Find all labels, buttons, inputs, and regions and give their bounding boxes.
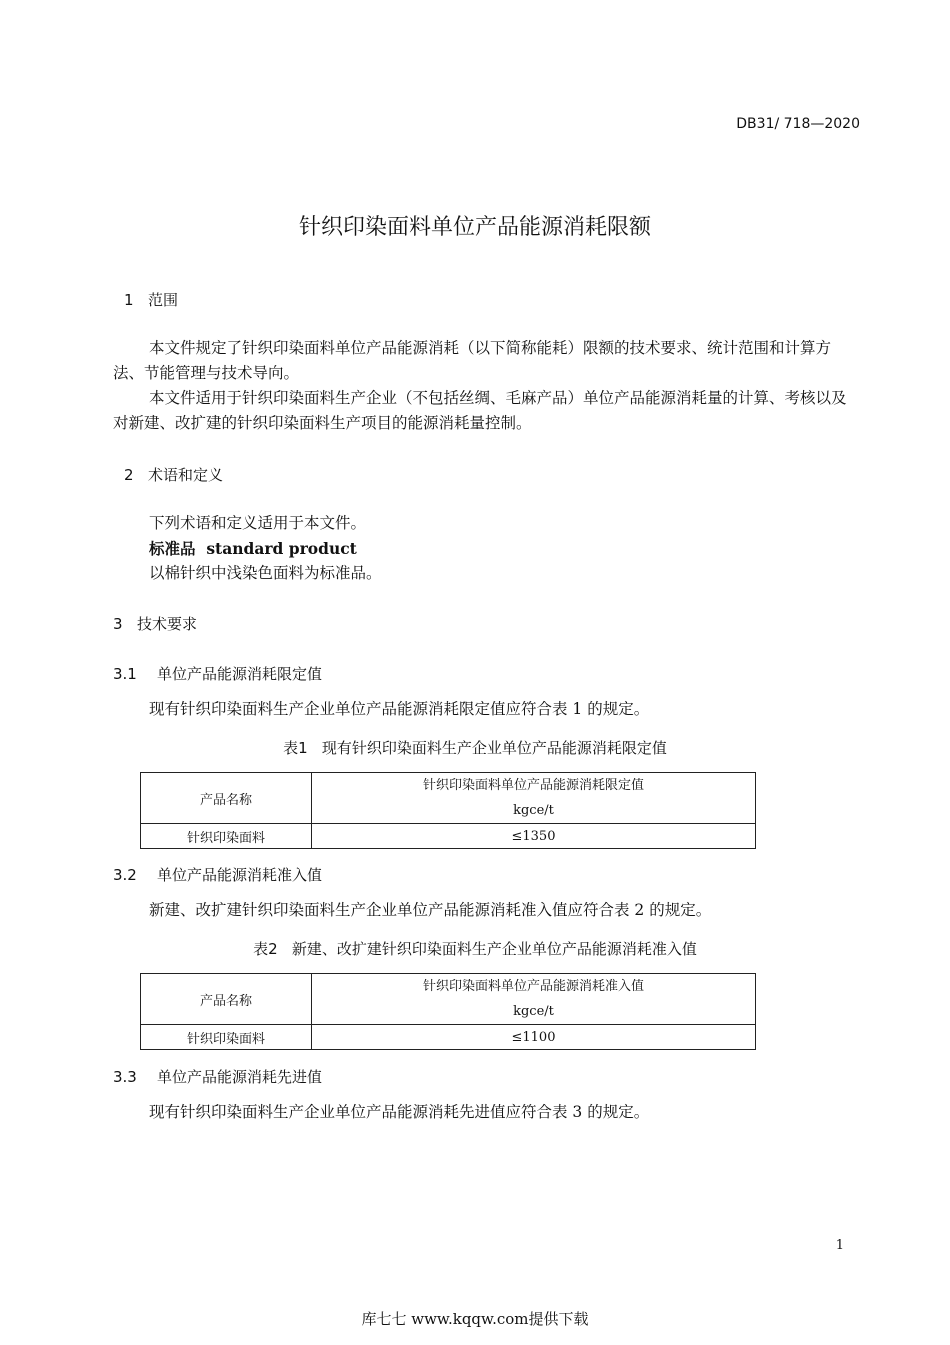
caption-text: 现有针织印染面料生产企业单位产品能源消耗限定值	[321, 739, 667, 757]
header-label: 针织印染面料单位产品能源消耗限定值	[422, 778, 644, 793]
caption-text: 新建、改扩建针织印染面料生产企业单位产品能源消耗准入值	[291, 940, 697, 958]
section-title: 技术要求	[137, 615, 198, 633]
page-number: 1	[835, 1238, 844, 1253]
section-number: 3	[113, 615, 123, 633]
section-3-1-paragraph: 现有针织印染面料生产企业单位产品能源消耗限定值应符合表 1 的规定。	[149, 700, 650, 718]
section-number: 3.2	[113, 866, 137, 884]
section-1-heading	[124, 289, 178, 310]
header-label: 针织印染面料单位产品能源消耗准入值	[422, 979, 644, 994]
table-cell-value: ≤1350	[312, 824, 756, 849]
section-3-2-heading	[113, 864, 322, 885]
section-3-2-paragraph: 新建、改扩建针织印染面料生产企业单位产品能源消耗准入值应符合表 2 的规定。	[149, 901, 712, 919]
table-header-product: 产品名称	[141, 974, 312, 1025]
table-header-value	[312, 773, 756, 824]
caption-number: 表1	[283, 739, 308, 757]
footer-download-note: 库七七 www.kqqw.com提供下载	[361, 1310, 589, 1328]
section-title: 术语和定义	[148, 466, 224, 484]
scope-paragraph-2: 本文件适用于针织印染面料生产企业（不包括丝绸、毛麻产品）单位产品能源消耗量的计算、考核以及对新建、改扩建的针织印染面料生产项目的能源消耗量控制。	[113, 389, 847, 432]
header-unit: kgce/t	[513, 803, 554, 818]
scope-paragraph-1: 本文件规定了针织印染面料单位产品能源消耗（以下简称能耗）限额的技术要求、统计范围和计算方法、节能管理与技术导向。	[113, 339, 832, 382]
table-cell-value: ≤1100	[312, 1025, 756, 1050]
section-number: 2	[124, 466, 134, 484]
term-definition: 以棉针织中浅染色面料为标准品。	[149, 564, 382, 582]
section-title: 单位产品能源消耗限定值	[157, 665, 323, 683]
section-3-heading	[113, 613, 197, 634]
section-3-1-heading	[113, 663, 322, 684]
table-cell-product: 针织印染面料	[141, 1025, 312, 1050]
section-2-heading	[124, 464, 223, 485]
document-title: 针织印染面料单位产品能源消耗限额	[298, 215, 651, 240]
section-title: 单位产品能源消耗准入值	[157, 866, 323, 884]
header-unit: kgce/t	[513, 1004, 554, 1019]
term-chinese: 标准品	[149, 540, 196, 558]
section-number: 1	[124, 291, 134, 309]
section-number: 3.1	[113, 665, 137, 683]
section-title: 范围	[148, 291, 179, 309]
section-3-3-paragraph: 现有针织印染面料生产企业单位产品能源消耗先进值应符合表 3 的规定。	[149, 1103, 650, 1121]
section-3-3-heading	[113, 1066, 322, 1087]
term-heading	[149, 537, 357, 559]
table-header-product: 产品名称	[141, 773, 312, 824]
table-2-caption	[0, 938, 950, 959]
table-1-caption	[0, 737, 950, 758]
section-number: 3.3	[113, 1068, 137, 1086]
terms-intro: 下列术语和定义适用于本文件。	[149, 514, 367, 532]
table-2	[140, 973, 756, 1050]
table-header-value	[312, 974, 756, 1025]
caption-number: 表2	[253, 940, 278, 958]
table-1	[140, 772, 756, 849]
table-cell-product: 针织印染面料	[141, 824, 312, 849]
standard-number: DB31/ 718—2020	[736, 116, 860, 132]
section-title: 单位产品能源消耗先进值	[157, 1068, 323, 1086]
term-english: standard product	[206, 539, 357, 558]
